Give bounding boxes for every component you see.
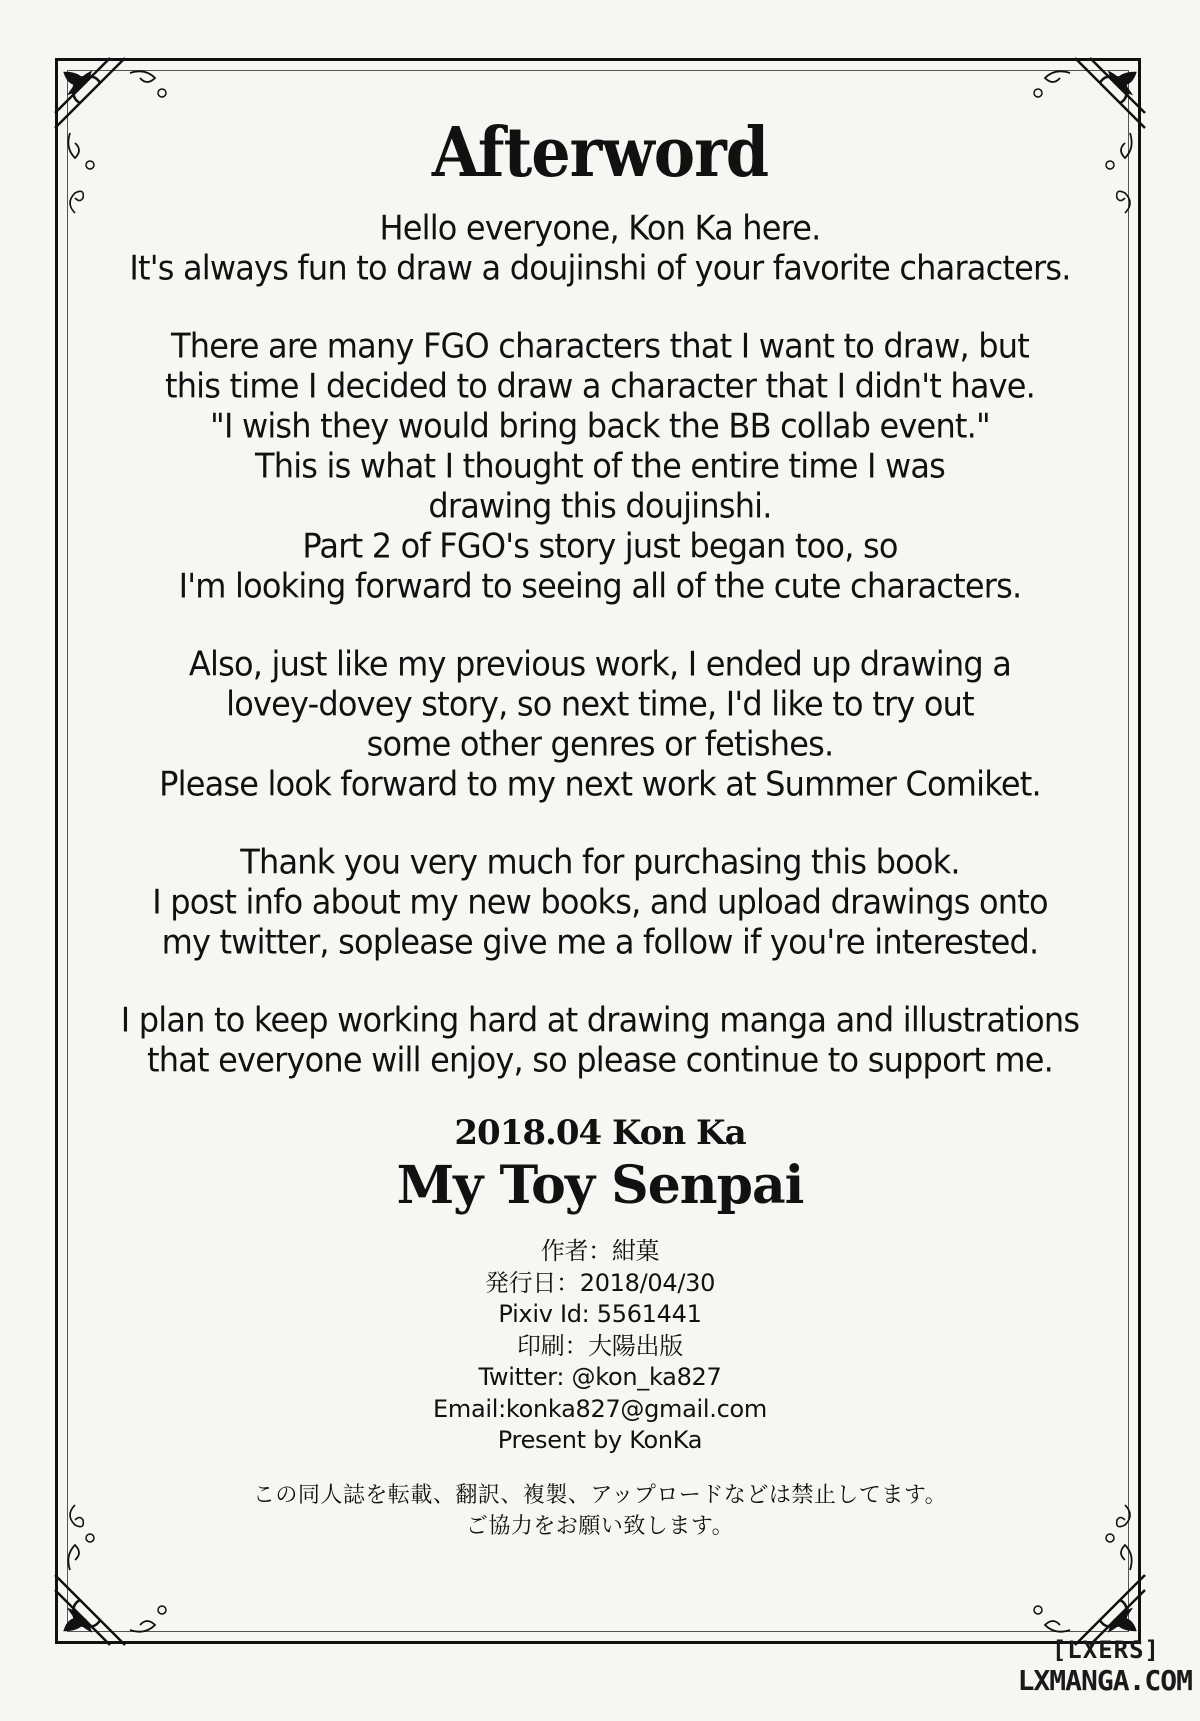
paragraph xyxy=(80,208,1120,288)
text-line: Part 2 of FGO's story just began too, so xyxy=(302,526,898,566)
date-signature: 2018.04 Kon Ka xyxy=(454,1113,746,1153)
text-line: this time I decided to draw a character that I didn't have. xyxy=(164,366,1036,406)
text-line: I post info about my new books, and upload drawings onto xyxy=(152,882,1048,922)
site-watermark xyxy=(1015,1636,1200,1698)
page-title: Afterword xyxy=(431,112,769,193)
text-line: "I wish they would bring back the BB collab event." xyxy=(210,406,990,446)
text-line: Please look forward to my next work at Summer Comiket. xyxy=(159,764,1041,804)
credit-printer: 印刷：大陽出版 xyxy=(517,1331,683,1360)
text-line: There are many FGO characters that I want to draw, but xyxy=(171,326,1029,366)
text-line: This is what I thought of the entire time I was xyxy=(254,446,946,486)
copyright-notice xyxy=(80,1480,1120,1542)
text-line: I plan to keep working hard at drawing manga and illustrations xyxy=(120,1000,1080,1040)
credit-email: Email:konka827@gmail.com xyxy=(433,1394,767,1423)
credit-presenter: Present by KonKa xyxy=(497,1426,703,1454)
watermark-site: LXMANGA.COM xyxy=(1017,1664,1192,1697)
credit-author: 作者：紺菓 xyxy=(540,1237,660,1265)
text-line: Hello everyone, Kon Ka here. xyxy=(379,208,821,248)
book-title: My Toy Senpai xyxy=(396,1155,804,1216)
paragraph xyxy=(80,842,1120,962)
text-line: some other genres or fetishes. xyxy=(366,724,834,764)
text-line: drawing this doujinshi. xyxy=(428,486,772,526)
afterword-body xyxy=(80,208,1120,1118)
text-line: lovey-dovey story, so next time, I'd like to try out xyxy=(226,684,974,724)
watermark-tag: [LXERS] xyxy=(1051,1636,1160,1664)
paragraph xyxy=(80,326,1120,606)
paragraph xyxy=(80,644,1120,804)
credit-publish-date: 発行日：2018/04/30 xyxy=(484,1268,716,1297)
text-line: Also, just like my previous work, I ended up drawing a xyxy=(188,644,1012,684)
notice-line: この同人誌を転載、翻訳、複製、アップロードなどは禁止してます。 xyxy=(252,1483,948,1508)
text-line: It's always fun to draw a doujinshi of your favorite characters. xyxy=(129,248,1071,288)
credit-pixiv: Pixiv Id: 5561441 xyxy=(498,1300,702,1328)
credit-twitter: Twitter: @kon_ka827 xyxy=(478,1363,722,1391)
text-line: that everyone will enjoy, so please continue to support me. xyxy=(147,1040,1053,1080)
text-line: Thank you very much for purchasing this book. xyxy=(240,842,960,882)
text-line: my twitter, soplease give me a follow if you're interested. xyxy=(161,922,1039,962)
colophon xyxy=(80,1236,1120,1457)
text-line: I'm looking forward to seeing all of the cute characters. xyxy=(178,566,1022,606)
notice-line: ご協力をお願い致します。 xyxy=(465,1514,735,1539)
paragraph xyxy=(80,1000,1120,1080)
